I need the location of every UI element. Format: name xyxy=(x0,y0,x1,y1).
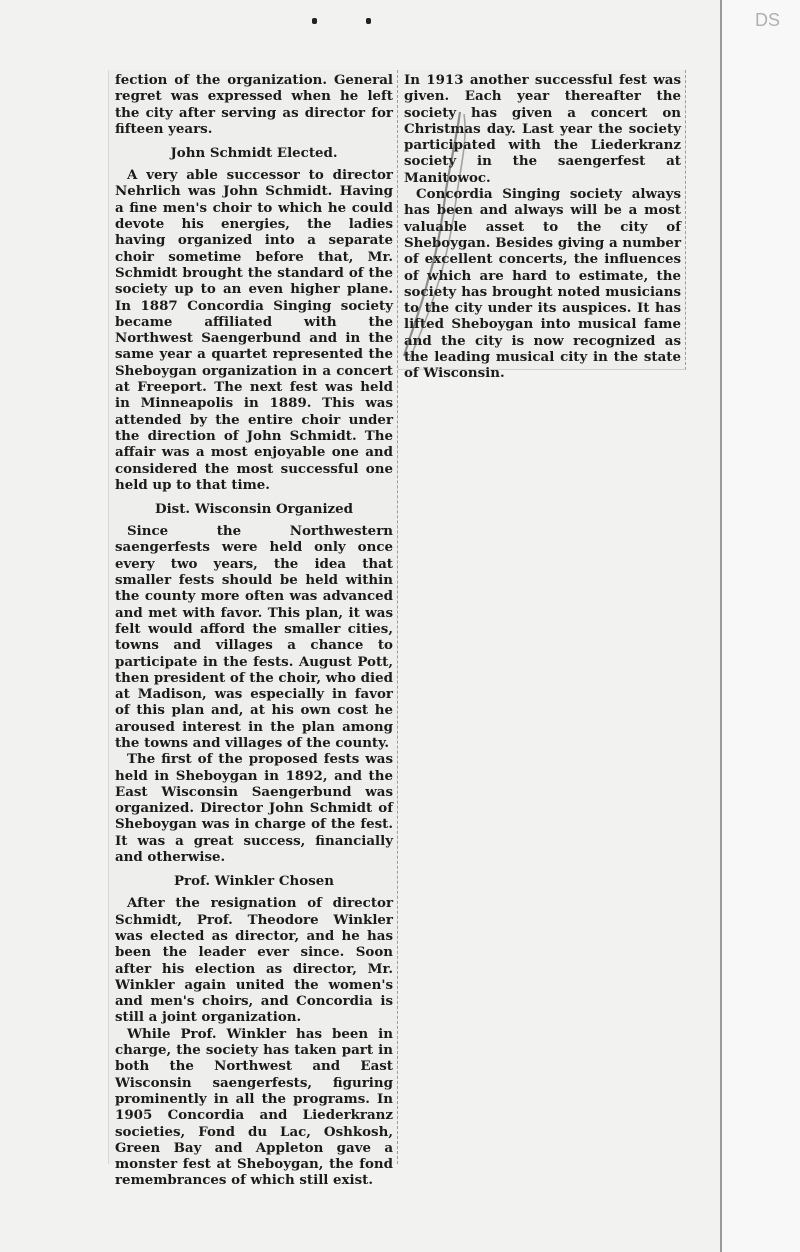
corner-mark: DS xyxy=(754,10,780,30)
scan-page-edge xyxy=(720,0,722,1252)
paragraph: Concordia Singing society always has been and always will be a most valuable asset to the city of Sheboygan. Besides giving a number of excellent concerts, the influences of which are hard to estimate, the society has brought noted musicians to the city under its auspices. It has lifted Sheboygan into musical fame and the city is now recognized as the leading musical city in the state of Wisconsin. xyxy=(404,186,681,382)
paragraph: After the resignation of director Schmidt, Prof. Theodore Winkler was elected as director, and he has been the leader ever since. Soon after his election as director, Mr. Winkler again united the women's and men's choirs, and Concordia is still a joint organization. xyxy=(115,895,393,1026)
scan-dot-mark xyxy=(366,18,371,24)
scan-margin xyxy=(722,0,800,1252)
paragraph: The first of the proposed fests was held in Sheboygan in 1892, and the East Wisconsin Saengerbund was organized. Director John Schmidt of Sheboygan was in charge of the fest. It was a great success, financially and otherwise. xyxy=(115,751,393,866)
paragraph: A very able successor to director Nehrlich was John Schmidt. Having a fine men's choir to which he could devote his energies, the ladies having organized into a separate choir sometime before that, Mr. Schmidt brought the standard of the society up to an even higher plane. In 1887 Concordia Singing society became affiliated with the Northwest Saengerbund and in the same year a quartet represented the Sheboygan organization in a concert at Freeport. The next fest was held in Minneapolis in 1889. This was attended by the entire choir under the direction of John Schmidt. The affair was a most enjoyable one and considered the most successful one held up to that time. xyxy=(115,167,393,493)
paragraph: While Prof. Winkler has been in charge, the society has taken part in both the Northwest and East Wisconsin saengerfests, figuring prominently in all the programs. In 1905 Concordia and Liederkranz societies, Fond du Lac, Oshkosh, Green Bay and Appleton gave a monster fest at Sheboygan, the fond remembrances of which still exist. xyxy=(115,1025,393,1189)
paragraph: In 1913 another successful fest was given. Each year thereafter the society has given a concert on Christmas day. Last year the society participated with the Liederkranz society in the saengerfest at Manitowoc. xyxy=(404,72,681,186)
section-heading: John Schmidt Elected. xyxy=(170,145,338,162)
paragraph: fection of the organization. General regret was expressed when he left the city after serving as director for fifteen years. xyxy=(115,72,393,137)
section-heading: Dist. Wisconsin Organized xyxy=(154,501,354,518)
scan-dot-mark xyxy=(312,18,317,24)
article-column-left xyxy=(108,70,398,1189)
paragraph: Since the Northwestern saengerfests were held only once every two years, the idea that smaller fests should be held within the county more often was advanced and met with favor. This plan, it was felt would afford the smaller cities, towns and villages a chance to participate in the fests. August Pott, then president of the choir, who died at Madison, was especially in favor of this plan and, at his own cost he aroused interest in the plan among the towns and villages of the county. xyxy=(115,523,393,751)
article-column-right xyxy=(398,70,686,382)
section-heading: Prof. Winkler Chosen xyxy=(173,873,334,890)
